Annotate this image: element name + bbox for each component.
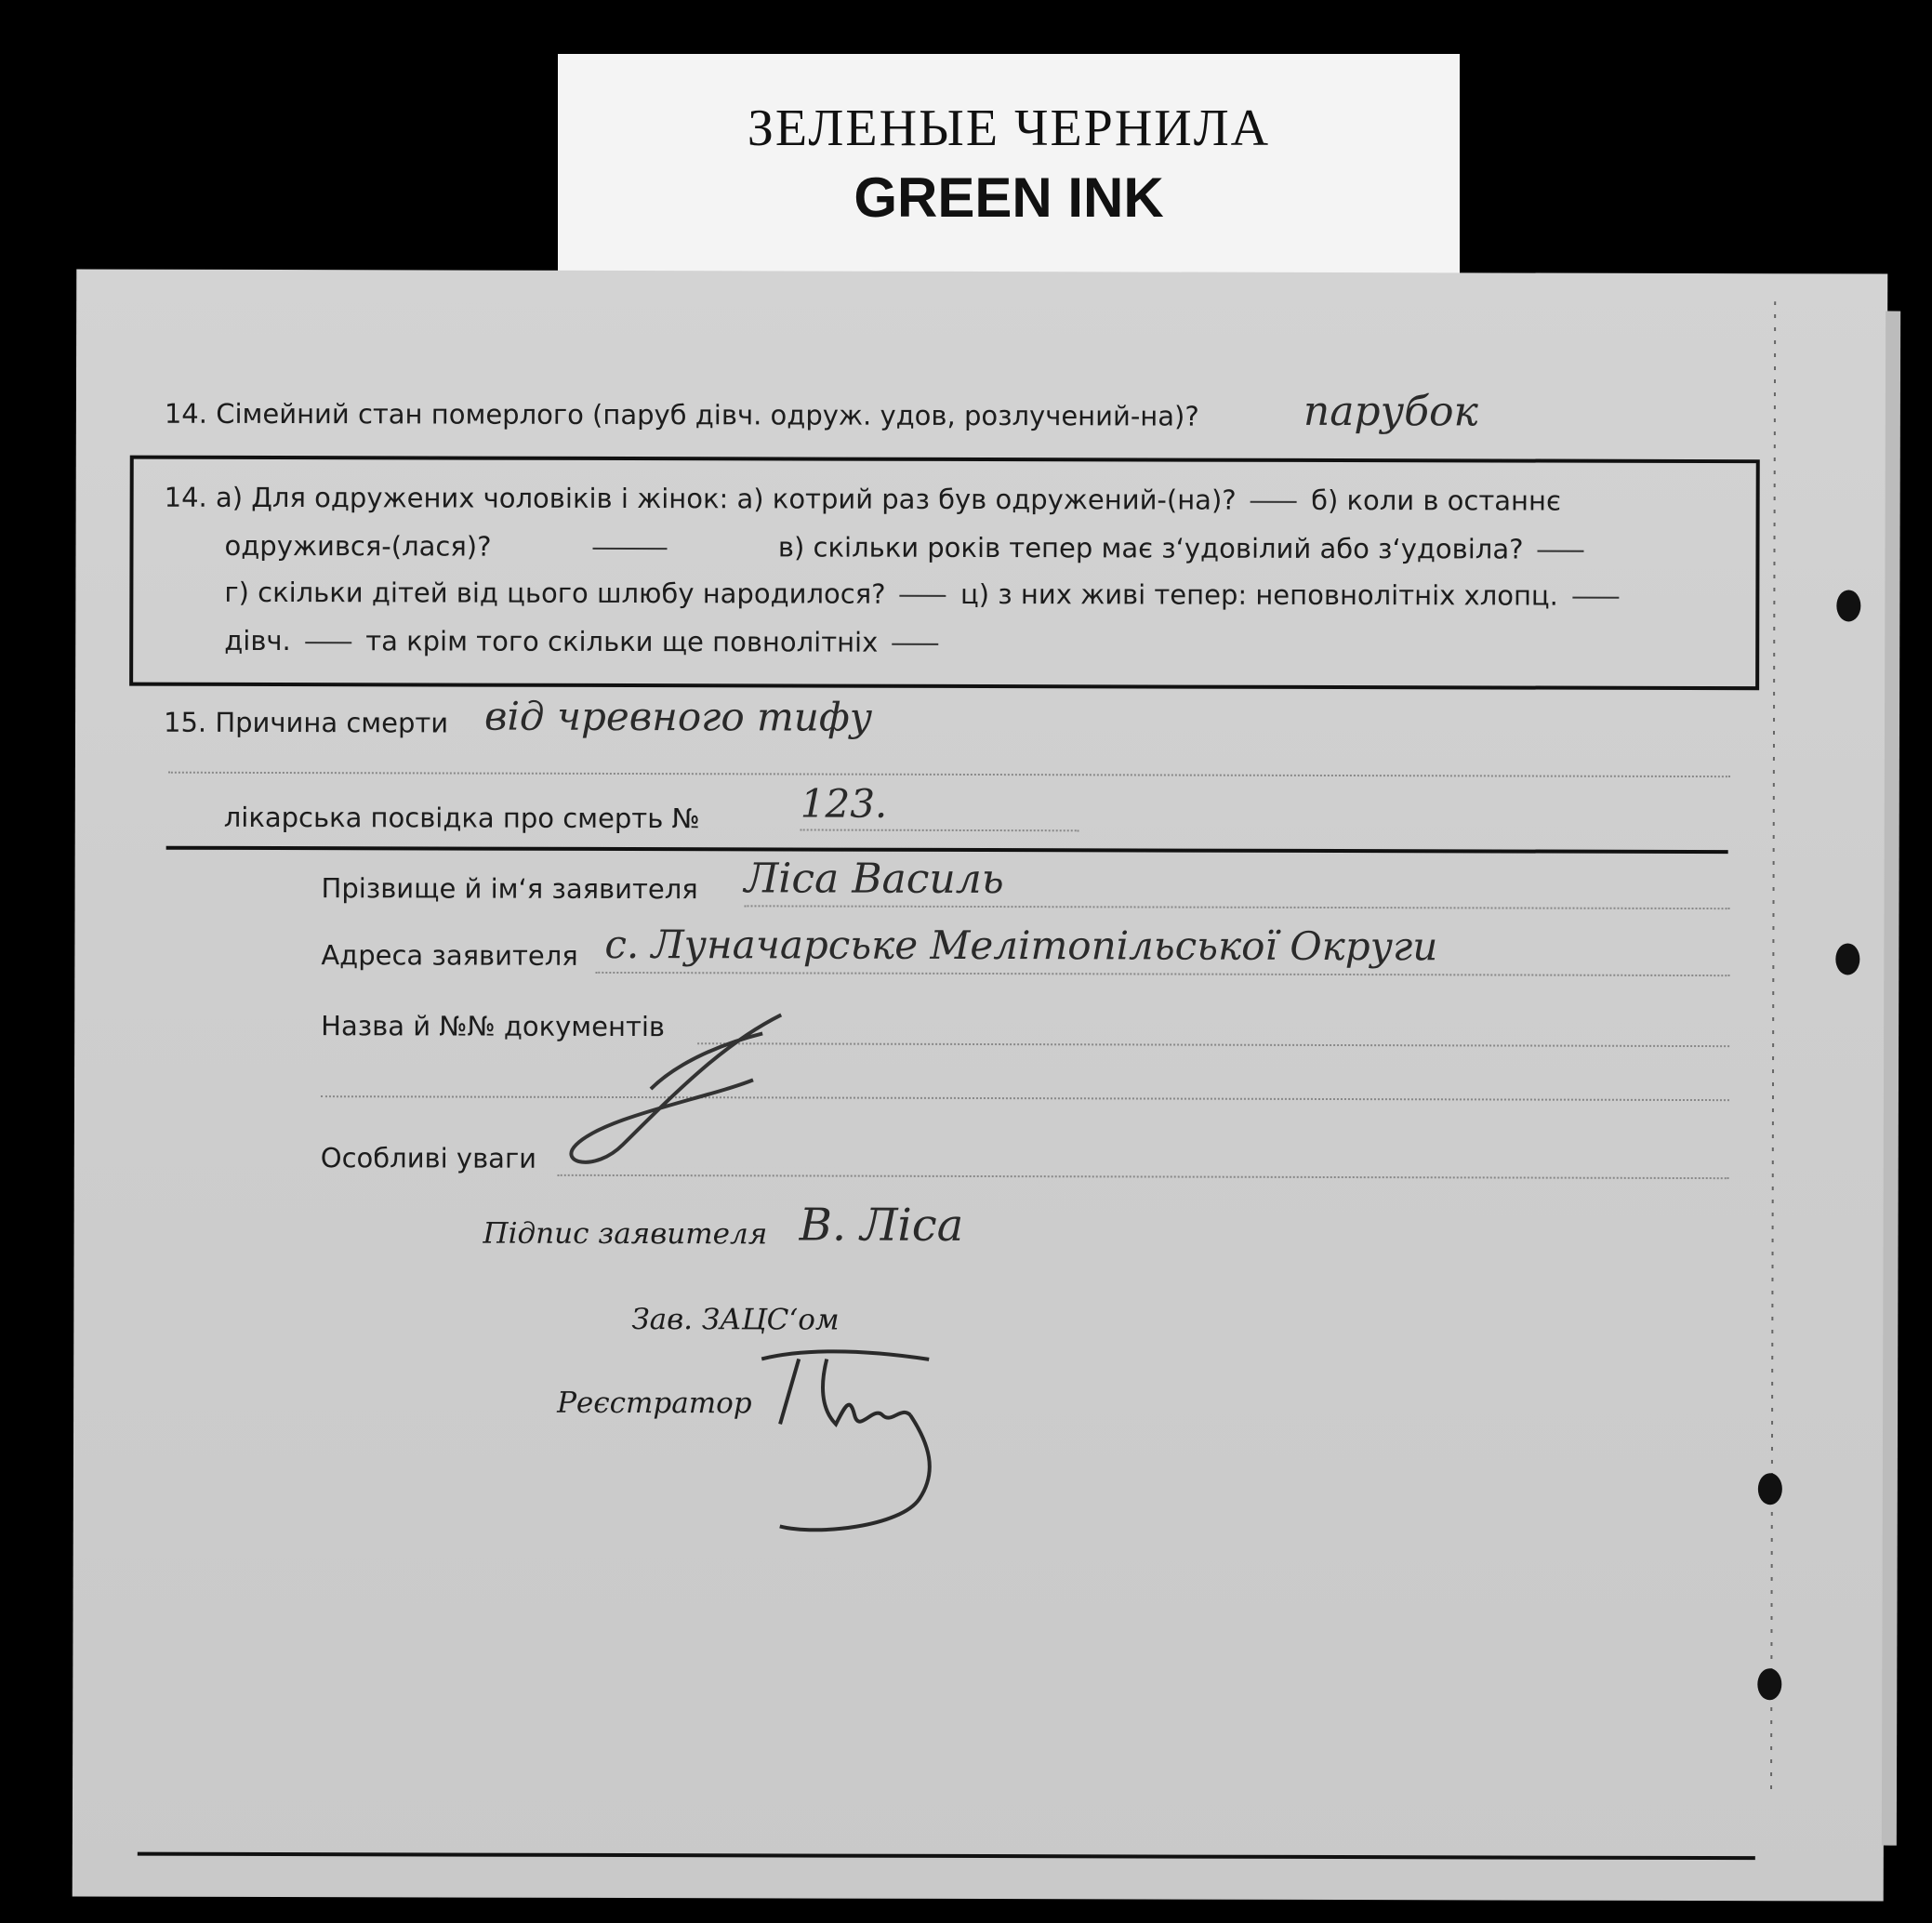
perforation-line [1770, 301, 1776, 1789]
q15-answer: від чревного тифу [483, 693, 873, 740]
q15-cert-label: лікарська посвідка про смерть № [223, 801, 700, 835]
applicant-docs-label: Назва й №№ документів [321, 1010, 666, 1043]
q14a-dash [1251, 501, 1297, 503]
q14a-line-1 [165, 482, 1561, 517]
punch-hole [1835, 943, 1859, 975]
q14a-line3a: г) скільки дітей від цього шлюбу народилося? [224, 576, 886, 610]
q14-number: 14. [164, 397, 208, 430]
document-sheet [73, 269, 1888, 1901]
registrar-label: Реєстратор [557, 1386, 752, 1421]
q14a-line-2 [224, 530, 1589, 565]
applicant-signature-label: Підпис заявителя [483, 1216, 768, 1252]
applicant-notes-line [321, 1142, 536, 1174]
q14a-line1a: а) Для одружених чоловіків і жінок: а) котрий раз був одружений-(на)? [215, 481, 1237, 516]
applicant-name-label: Прізвище й ім‘я заявителя [321, 872, 698, 906]
dotted-rule [697, 1042, 1729, 1047]
punch-hole [1757, 1668, 1781, 1700]
q15-line [164, 707, 448, 739]
q14-line [165, 398, 1199, 432]
applicant-address-label: Адреса заявителя [321, 939, 578, 972]
q14a-line2b: в) скільки років тепер має з‘удовілий або з‘удовіла? [777, 531, 1524, 565]
label-english: GREEN INK [854, 166, 1164, 229]
applicant-notes-label: Особливі уваги [320, 1142, 537, 1174]
applicant-signature-line [483, 1217, 768, 1252]
section-divider [166, 846, 1728, 854]
green-ink-label-card [558, 54, 1460, 286]
dotted-rule [745, 905, 1730, 909]
registrar-signature [743, 1340, 986, 1545]
applicant-name-answer: Ліса Василь [744, 855, 1004, 904]
q15-number: 15. [163, 706, 207, 738]
head-line [631, 1303, 839, 1337]
strike-through-flourish [539, 1005, 838, 1192]
q14a-line-3 [224, 577, 1624, 612]
q14a-line4a: дівч. [224, 624, 291, 657]
q14a-line2a: одружився-(лася)? [224, 529, 492, 563]
dotted-rule [801, 829, 1079, 831]
punch-hole [1836, 590, 1860, 621]
q14a-number: 14. [164, 481, 207, 513]
registrar-line [557, 1386, 752, 1421]
q14-answer: парубок [1303, 387, 1478, 436]
applicant-signature: В. Ліса [799, 1199, 964, 1252]
q15-cert-answer: 123. [800, 780, 888, 827]
applicant-address-line [321, 939, 577, 972]
q14a-dash [305, 642, 351, 643]
dotted-rule [595, 972, 1729, 976]
q14a-dash [893, 643, 939, 645]
q15-label: Причина смерти [215, 706, 449, 739]
head-label: Зав. ЗАЦС‘ом [631, 1303, 840, 1337]
sheet-edge [1882, 312, 1900, 1846]
q15-cert-line [224, 802, 700, 834]
bottom-rule [138, 1852, 1755, 1861]
q14a-dash [1572, 597, 1619, 599]
label-russian: ЗЕЛЕНЫЕ ЧЕРНИЛА [747, 99, 1271, 157]
q14a-line4b: та крім того скільки ще повнолітніх [365, 625, 879, 658]
applicant-address-answer: с. Луначарське Мелітопільської Округи [604, 921, 1438, 970]
q14a-dash [1538, 550, 1584, 552]
q14a-dash [593, 548, 668, 550]
q14-text: Сімейний стан померлого (паруб дівч. одруж. удов, розлучений-на)? [216, 397, 1199, 432]
applicant-name-line [322, 872, 698, 905]
q14a-line3b: ц) з них живі тепер: неповнолітніх хлопц. [959, 577, 1558, 612]
q14a-line1b: б) коли в останнє [1311, 484, 1561, 517]
dotted-rule [168, 772, 1730, 777]
punch-hole [1758, 1473, 1782, 1505]
q14a-dash [900, 595, 946, 597]
q14a-line-4 [224, 625, 944, 658]
dotted-rule [321, 1095, 1729, 1101]
